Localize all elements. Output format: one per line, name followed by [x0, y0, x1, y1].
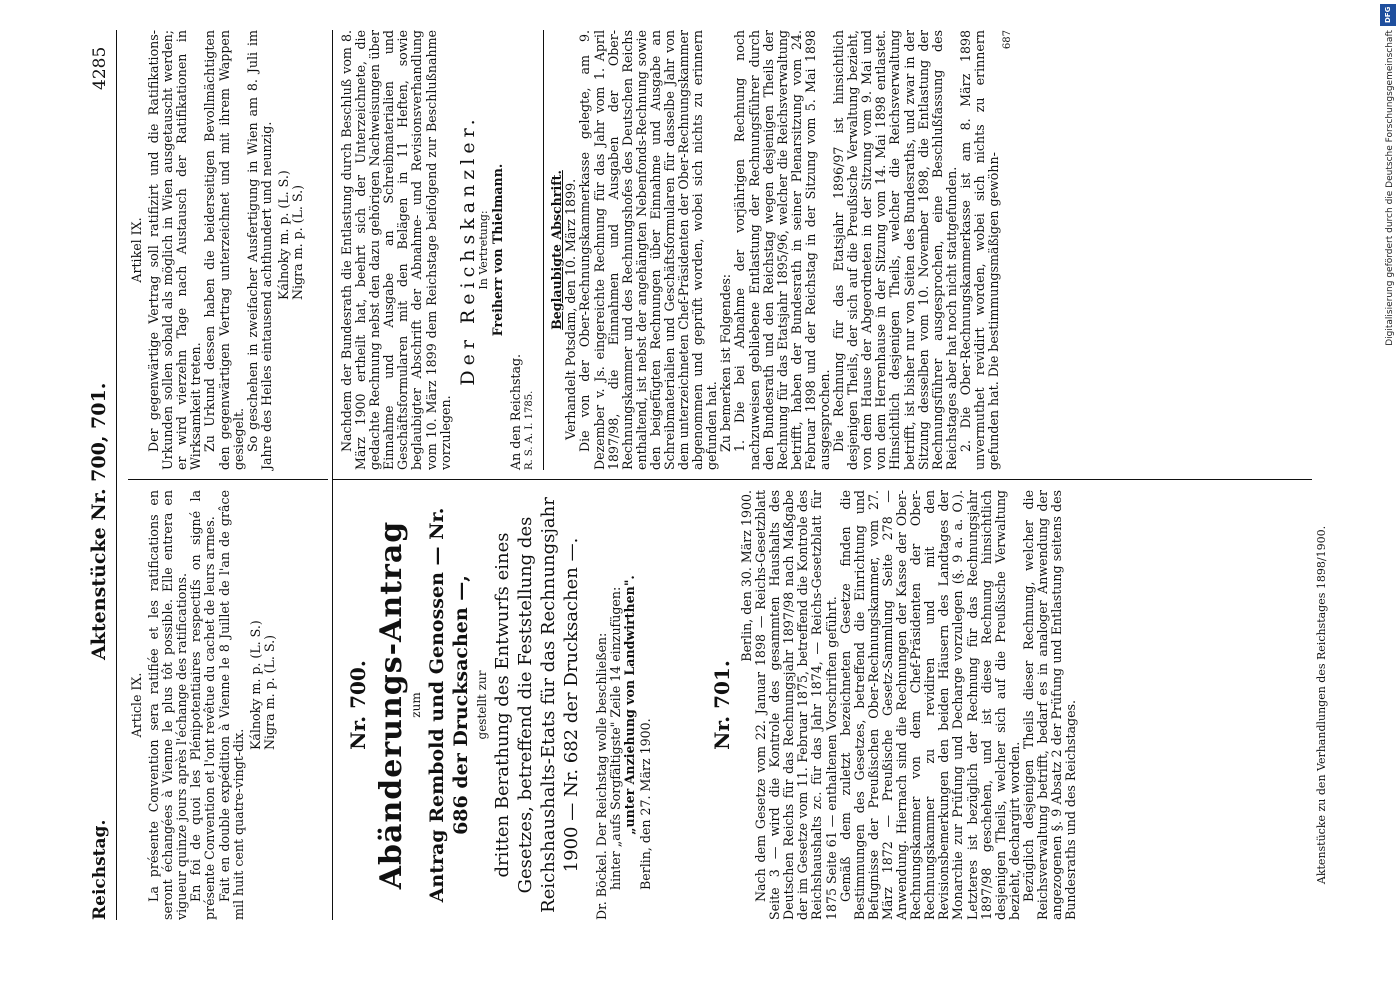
german-article — [130, 30, 305, 470]
addressee: An den Reichstag. — [508, 353, 524, 470]
reference: R. S. A. I. 1785. — [524, 390, 536, 470]
right-para-2: Die von der Ober-Rechnungskammerkasse gelegte, am 9. Dezember v. Js. eingereichte Rechnung für das Jahr vom 1. April 1897/98, die Einnahmen und Ausgaben der Ober-Rechnungskammer und des Rechnungshofes des Deutschen Reichs enthaltend, ist nebst der angehängten Nebenfonds-Rechnung sowie den beigefügten Rechnungen über Einnahme und Ausgabe an Schreibmaterialien und Geschäftsformularen für dasselbe Jahr von dem unterzeichneten Chef-Präsidenten der Ober-Rechnungskammer abgenommen und geprüft worden, wobei sich nichts zu erinnern gefunden hat. — [577, 30, 720, 470]
page-number: 4285 — [90, 46, 110, 90]
french-heading: Article IX. — [129, 672, 144, 738]
right-para-5: Die Rechnung für das Etatsjahr 1896/97 ist hinsichtlich desjenigen Theils, der sich auf die Preußische Verwaltung bezieht, von dem Hause der Abgeordneten in der Sitzung vom 9. Mai und von dem Herrenhause in der Sitzung vom 14. Mai 1898 entlastet. Hinsichtlich desjenigen Theils, welcher die Reichsverwaltung betrifft, ist bisher nur von Seiten des Bundesraths, und zwar in der Sitzung desselben vom 10. November 1898, die Entlastung der Rechnungsführer ausgesprochen, eine Beschlußfassung des Reichstages aber hat noch nicht stattgefunden. — [831, 30, 959, 470]
nr700-number: Nr. 700. — [346, 660, 370, 750]
german-para-3: So geschehen in zweifacher Ausfertigung in Wien am 8. Juli im Jahre des Heiles eintausend achthundert und neunzig. — [244, 30, 274, 470]
nr701-para-3: Bezüglich desjenigen Theils dieser Rechnung, welcher die Reichsverwaltung betrifft, bedarf es in analoger Anwendung der angezogenen §. 9 Absatz 2 der Prüfung und Entlastung seitens des Bundesraths und des Reichstages. — [1020, 490, 1079, 920]
verhandelt: Verhandelt Potsdam, den 10. März 1899. — [563, 178, 579, 440]
section-rule — [332, 30, 333, 920]
nr700-date: Berlin, den 27. März 1900. — [638, 718, 654, 890]
nr700-motion — [595, 490, 653, 920]
right-rule — [543, 30, 544, 470]
nr700-antrag: Antrag Rembold und Genossen — Nr. 686 der Drucksachen —, — [426, 507, 472, 903]
french-para-1: La présente Convention sera ratifiée et les ratifications en seront échangées à Vienne le plus tôt possible. Elle entrera en vigueur quinze jours après l'échange des ratifications. — [146, 490, 190, 920]
right-para-1: Nachdem der Bundesrath die Entlastung durch Beschluß vom 8. März 1900 ertheilt hat, beehrt sich der Unterzeichnete, die gedachte Rechnung nebst den dazu gehörigen Nachweisungen über Einnahme und Ausgabe an Schreibmaterialien und Geschäftsformularen mit den Belägen in 11 Heften, sowie beglaubigter Abschrift der Abnahme- und Revisionsverhandlung vom 10. März 1899 dem Reichstage beifolgend zur Beschlußnahme vorzulegen. — [339, 30, 453, 470]
nr701-section — [710, 490, 1078, 920]
freiherr-signature: Freiherr von Thielmann. — [489, 163, 505, 337]
column-divider-bottom — [332, 479, 1312, 480]
header-rule — [116, 30, 117, 920]
nr700-lesung: dritten Berathung des Entwurfs eines Gesetzes, betreffend die Feststellung des Reichshaushalts-Etats für das Rechnungsjahr 1900 — Nr. 682 der Drucksachen —. — [492, 497, 582, 913]
scan-credit-text: Digitalisierung gefördert durch die Deutsche Forschungsgemeinschaft — [1385, 30, 1395, 346]
column-divider-top — [128, 479, 328, 480]
nr701-body — [740, 490, 1078, 920]
right-para-6: 2. Die Ober-Rechnungskammerkasse ist am 8. März 1898 unvermuthet revidirt worden, wobei sich nichts zu erinnern gefunden hat. Die bestimmungsmäßigen gewöhn- — [957, 30, 1002, 470]
nr701-number: Nr. 701. — [710, 660, 734, 750]
header-center: Aktenstücke Nr. 700, 701. — [88, 382, 110, 660]
nr701-date: Berlin, den 30. März 1900. — [739, 490, 754, 662]
nr700-zum: zum — [409, 692, 423, 718]
nr700-gestellt: gestellt zur — [475, 670, 489, 740]
right-para-4: 1. Die bei Abnahme der vorjährigen Rechnung noch nachzuweisen gebliebene Entlastung der Rechnungsführer durch den Bundesrath und den Reichstag wegen desjenigen Theils der Rechnung für das Etatsjahr 1895/96, welcher die Reichsverwaltung betrifft, haben der Bundesrath in seiner Plenarsitzung vom 24. Februar 1898 und der Reichstag in der Sitzung vom 5. Mai 1898 ausgesprochen. — [732, 30, 832, 470]
reichskanzler: Der Reichskanzler. — [456, 114, 479, 386]
french-para-3: Fait en double expédition à Vienne le 8 Juillet de l'an de grâce mil huit cent quatre-vingt-dix. — [216, 490, 246, 920]
nr700-section — [332, 490, 653, 920]
nr700-motion-3: „unter Anziehung von Landwirthen". — [622, 575, 638, 835]
german-heading: Artikel IX. — [129, 217, 144, 283]
scan-credit-bar — [1377, 0, 1397, 1000]
nr700-motion-1: Dr. Böckel. Der Reichstag wolle beschließen: — [594, 632, 609, 920]
right-para-3: Zu bemerken ist Folgendes: — [718, 273, 734, 452]
nr700-motion-2: hinter „aufs Sorgfältigste" Zeile 14 einzufügen: — [608, 586, 624, 890]
abschrift-heading: Beglaubigte Abschrift. — [549, 170, 565, 330]
footer-note: Aktenstücke zu den Verhandlungen des Reichstages 1898/1900. — [1315, 525, 1328, 885]
nr701-para-2: Gemäß dem zuletzt bezeichneten Gesetze finden die Bestimmungen des Gesetzes, betreffend die Einrichtung und Befugnisse der Preußischen Ober-Rechnungskammer, vom 27. März 1872 — Preußische Gesetz-Sammlung Seite 278 — Anwendung. Hiernach sind die Rechnungen der Kasse der Ober-Rechnungskammer von dem Chef-Präsidenten der Ober-Rechnungskammer zu revidiren und mit den Revisionsbemerkungen den beiden Häusern des Landtages der Monarchie zur Prüfung und Decharge vorzulegen (§. 9 a. a. O.). Letzteres ist bezüglich der Rechnung für das Rechnungsjahr 1897/98 geschehen, und ist diese Rechnung hinsichtlich desjenigen Theils, welcher sich auf die Preußische Verwaltung bezieht, dechargirt worden. — [837, 490, 1022, 920]
french-article — [130, 490, 277, 920]
german-signature-1: Kálnoky m. p. (L. S.) — [275, 170, 291, 300]
french-para-2: En foi de quoi les Plénipotentiaires respectifs on signé la présente Convention et l'ont revêtue du cachet de leurs armes. — [188, 490, 218, 920]
german-para-2: Zu Urkund dessen haben die beiderseitigen Bevollmächtigten den gegenwärtigen Vertrag unterzeichnet und mit ihrem Wappen gesiegelt. — [202, 30, 246, 470]
french-signature-1: Kálnoky m. p. (L. S.) — [247, 620, 263, 750]
document-page — [70, 0, 1370, 960]
nr701-para-1: Nach dem Gesetze vom 22. Januar 1898 — Reichs-Gesetzblatt Seite 3 — wird die Kontrole des gesammten Haushalts des Deutschen Reichs für das Rechnungsjahr 1897/98 nach Maßgabe der im Gesetze vom 11. Februar 1875, betreffend die Kontrole des Reichshaushalts zc. für das Jahr 1874, — Reichs-Gesetzblatt für 1875 Seite 61 — enthaltenen Vorschriften geführt. — [753, 490, 839, 920]
german-para-1: Der gegenwärtige Vertrag soll ratifizirt und die Ratifikations-Urkunden sollen sobald als möglich in Wien ausgetauscht werden; er wird vierzehn Tage nach Austausch der Ratifikationen in Wirksamkeit treten. — [146, 30, 204, 470]
german-signature-2: Nigra m. p. (L. S.) — [290, 184, 306, 300]
sheet-signature: 687 — [1002, 30, 1014, 50]
right-column — [340, 30, 1015, 470]
dfg-logo: DFG — [1380, 4, 1396, 26]
header-left: Reichstag. — [90, 819, 110, 920]
in-vertretung: In Vertretung: — [476, 210, 490, 290]
nr700-title: Abänderungs-Antrag — [374, 520, 409, 890]
french-signature-2: Nigra m. p. (L. S.) — [261, 634, 277, 750]
